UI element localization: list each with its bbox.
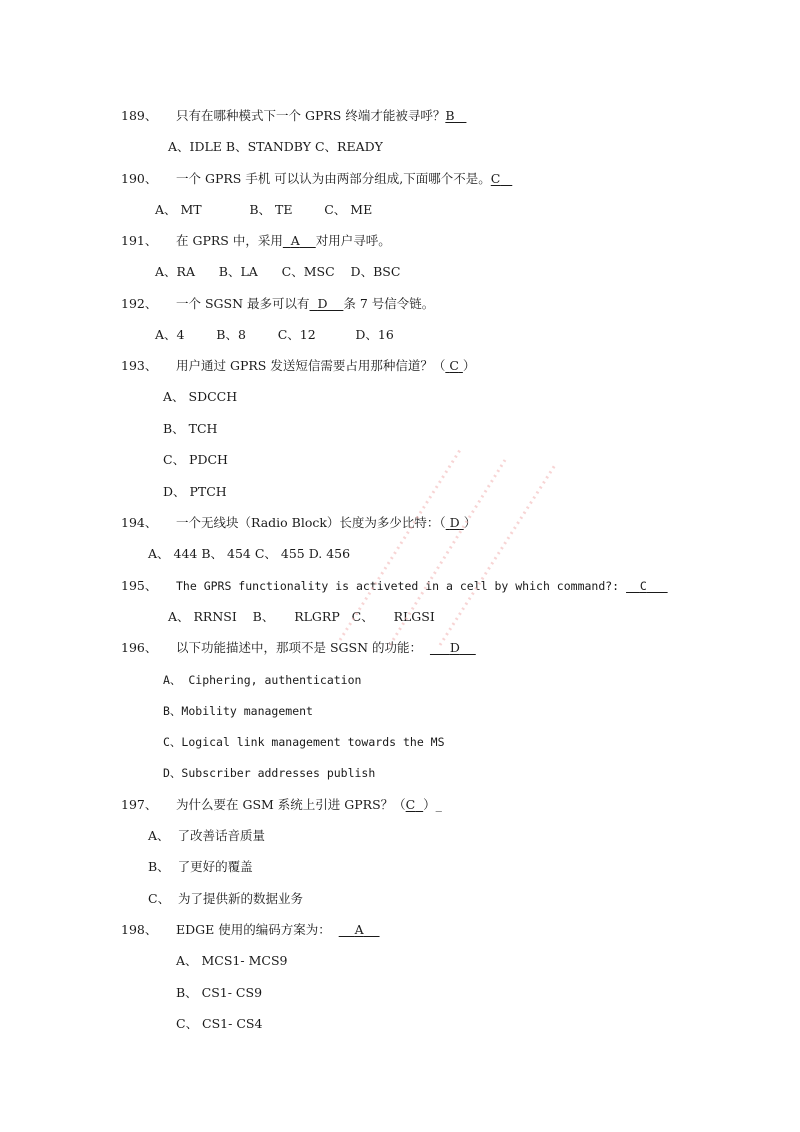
question-stem: 以下功能描述中，那项不是 SGSN 的功能：	[176, 640, 430, 655]
question-number: 189、	[121, 108, 158, 123]
question-stem: 一个无线块（Radio Block）长度为多少比特：（	[176, 515, 446, 530]
question-stem: 用户通过 GPRS 发送短信需要占用那种信道？（	[176, 358, 446, 373]
question-stem: EDGE 使用的编码方案为：	[176, 922, 339, 937]
answer: C	[490, 171, 501, 186]
option-line: B、 CS1- CS9	[176, 985, 263, 1000]
answer: C	[639, 579, 647, 593]
answer: B	[445, 108, 455, 123]
option-line: A、RA B、LA C、MSC D、BSC	[155, 264, 401, 279]
option-line: B、 TCH	[163, 421, 218, 436]
question-number: 192、	[121, 296, 158, 311]
question-stem: 在 GPRS 中，采用	[176, 233, 283, 248]
option-line: A、IDLE B、STANDBY C、READY	[168, 139, 383, 154]
answer: D	[449, 640, 460, 655]
option-line: A、4 B、8 C、12 D、16	[155, 327, 394, 342]
answer: C	[405, 797, 416, 812]
question-number: 191、	[121, 233, 158, 248]
question-number: 193、	[121, 358, 158, 373]
answer: C	[449, 358, 459, 373]
question-number: 190、	[121, 171, 158, 186]
question-text	[176, 922, 380, 938]
answer: A	[354, 922, 364, 937]
option-line: A、 SDCCH	[163, 389, 238, 404]
question-stem: 只有在哪种模式下一个 GPRS 终端才能被寻呼？	[176, 108, 446, 123]
question-text	[176, 108, 466, 124]
question-text	[176, 171, 512, 187]
question-number: 197、	[121, 797, 158, 812]
option-line: D、Subscriber addresses publish	[163, 766, 376, 780]
option-line: A、 444 B、 454 C、 455 D. 456	[148, 546, 351, 561]
answer: D	[449, 515, 460, 530]
option-line: D、 PTCH	[163, 484, 227, 499]
option-line: B、 了更好的覆盖	[148, 859, 253, 874]
question-number: 196、	[121, 640, 158, 655]
answer: D	[317, 296, 328, 311]
option-line: C、Logical link management towards the MS	[163, 735, 445, 749]
option-line: A、 RRNSI B、 RLGRP C、 RLGSI	[168, 609, 435, 624]
question-number: 194、	[121, 515, 158, 530]
option-line: A、 了改善话音质量	[148, 828, 265, 843]
question-number: 198、	[121, 922, 158, 937]
question-stem: 为什么要在 GSM 系统上引进 GPRS？（	[176, 797, 406, 812]
option-line: B、Mobility management	[163, 704, 313, 718]
question-text	[176, 578, 668, 594]
question-text: 一个 SGSN 最多可以有 D 条 7 号信令链。	[176, 296, 435, 311]
question-text	[176, 640, 476, 656]
question-stem: 一个 SGSN 最多可以有	[176, 296, 310, 311]
option-line: C、 为了提供新的数据业务	[148, 891, 304, 906]
question-text: 一个无线块（Radio Block）长度为多少比特：（ D ）	[176, 515, 477, 530]
option-line: C、 CS1- CS4	[176, 1016, 263, 1031]
option-line: A、 Ciphering, authentication	[163, 673, 362, 687]
option-line: C、 PDCH	[163, 452, 228, 467]
question-text: 为什么要在 GSM 系统上引进 GPRS？（C ）_	[176, 797, 442, 812]
option-line: A、 MT B、 TE C、 ME	[155, 202, 373, 217]
question-stem: The GPRS functionality is activeted in a cell by which command?:	[176, 579, 627, 593]
question-text: 用户通过 GPRS 发送短信需要占用那种信道？（ C ）	[176, 358, 476, 373]
question-number: 195、	[121, 578, 158, 593]
question-stem: 一个 GPRS 手机 可以认为由两部分组成,下面哪个不是。	[176, 171, 491, 186]
answer: A	[290, 233, 300, 248]
question-text: 在 GPRS 中，采用 A 对用户寻呼。	[176, 233, 391, 248]
option-line: A、 MCS1- MCS9	[176, 953, 288, 968]
